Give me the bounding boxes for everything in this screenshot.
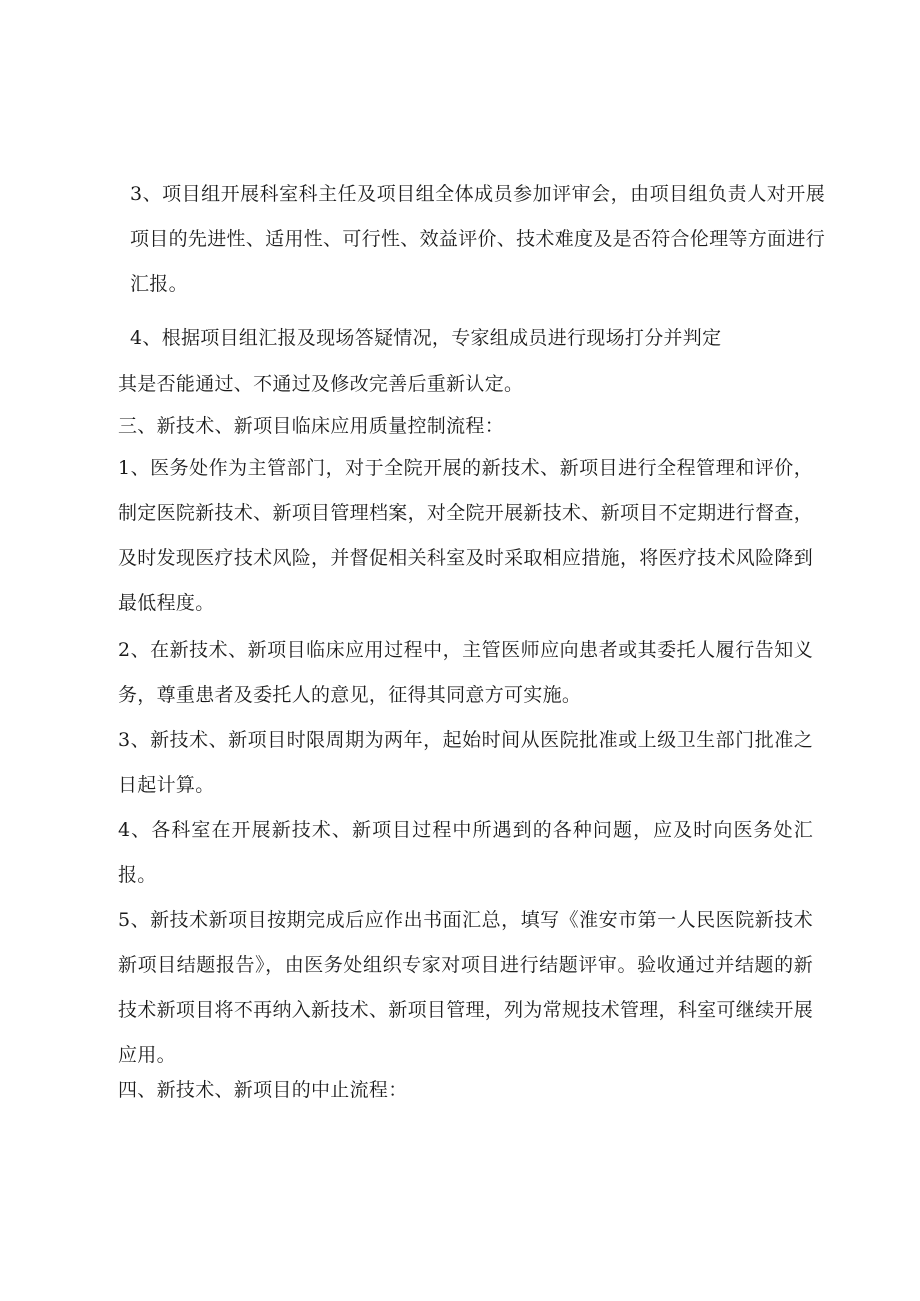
paragraph-management-dept: 1、医务处作为主管部门，对于全院开展的新技术、新项目进行全程管理和评价，制定医院新技术、新项目管理档案，对全院开展新技术、新项目不定期进行督查，及时发现医疗技术风险，并督促相关科室及时采取相应措施，将医疗技术风险降到最低程度。: [118, 457, 813, 614]
paragraph-informed-consent: 2、在新技术、新项目临床应用过程中，主管医师应向患者或其委托人履行告知义务，尊重患者及委托人的意见，征得其同意方可实施。: [118, 639, 813, 706]
paragraph-completion-report: 5、新技术新项目按期完成后应作出书面汇总，填写《淮安市第一人民医院新技术新项目结题报告》，由医务处组织专家对项目进行结题评审。验收通过并结题的新技术新项目将不再纳入新技术、新项目管理，列为常规技术管理，科室可继续开展应用。: [118, 909, 813, 1066]
section-heading-quality-control: 三、新技术、新项目临床应用质量控制流程：: [118, 415, 505, 437]
section-heading-termination: 四、新技术、新项目的中止流程：: [118, 1079, 408, 1101]
paragraph-expert-scoring: 4、根据项目组汇报及现场答疑情况，专家组成员进行现场打分并判定: [130, 327, 722, 349]
paragraph-time-period: 3、新技术、新项目时限周期为两年，起始时间从医院批准或上级卫生部门批准之日起计算。: [118, 729, 813, 796]
paragraph-scoring-result: 其是否能通过、不通过及修改完善后重新认定。: [118, 373, 524, 395]
paragraph-report-problems: 4、各科室在开展新技术、新项目过程中所遇到的各种问题，应及时向医务处汇报。: [118, 819, 813, 886]
paragraph-review-meeting: 3、项目组开展科室科主任及项目组全体成员参加评审会，由项目组负责人对开展项目的先进性、适用性、可行性、效益评价、技术难度及是否符合伦理等方面进行汇报。: [130, 183, 825, 295]
